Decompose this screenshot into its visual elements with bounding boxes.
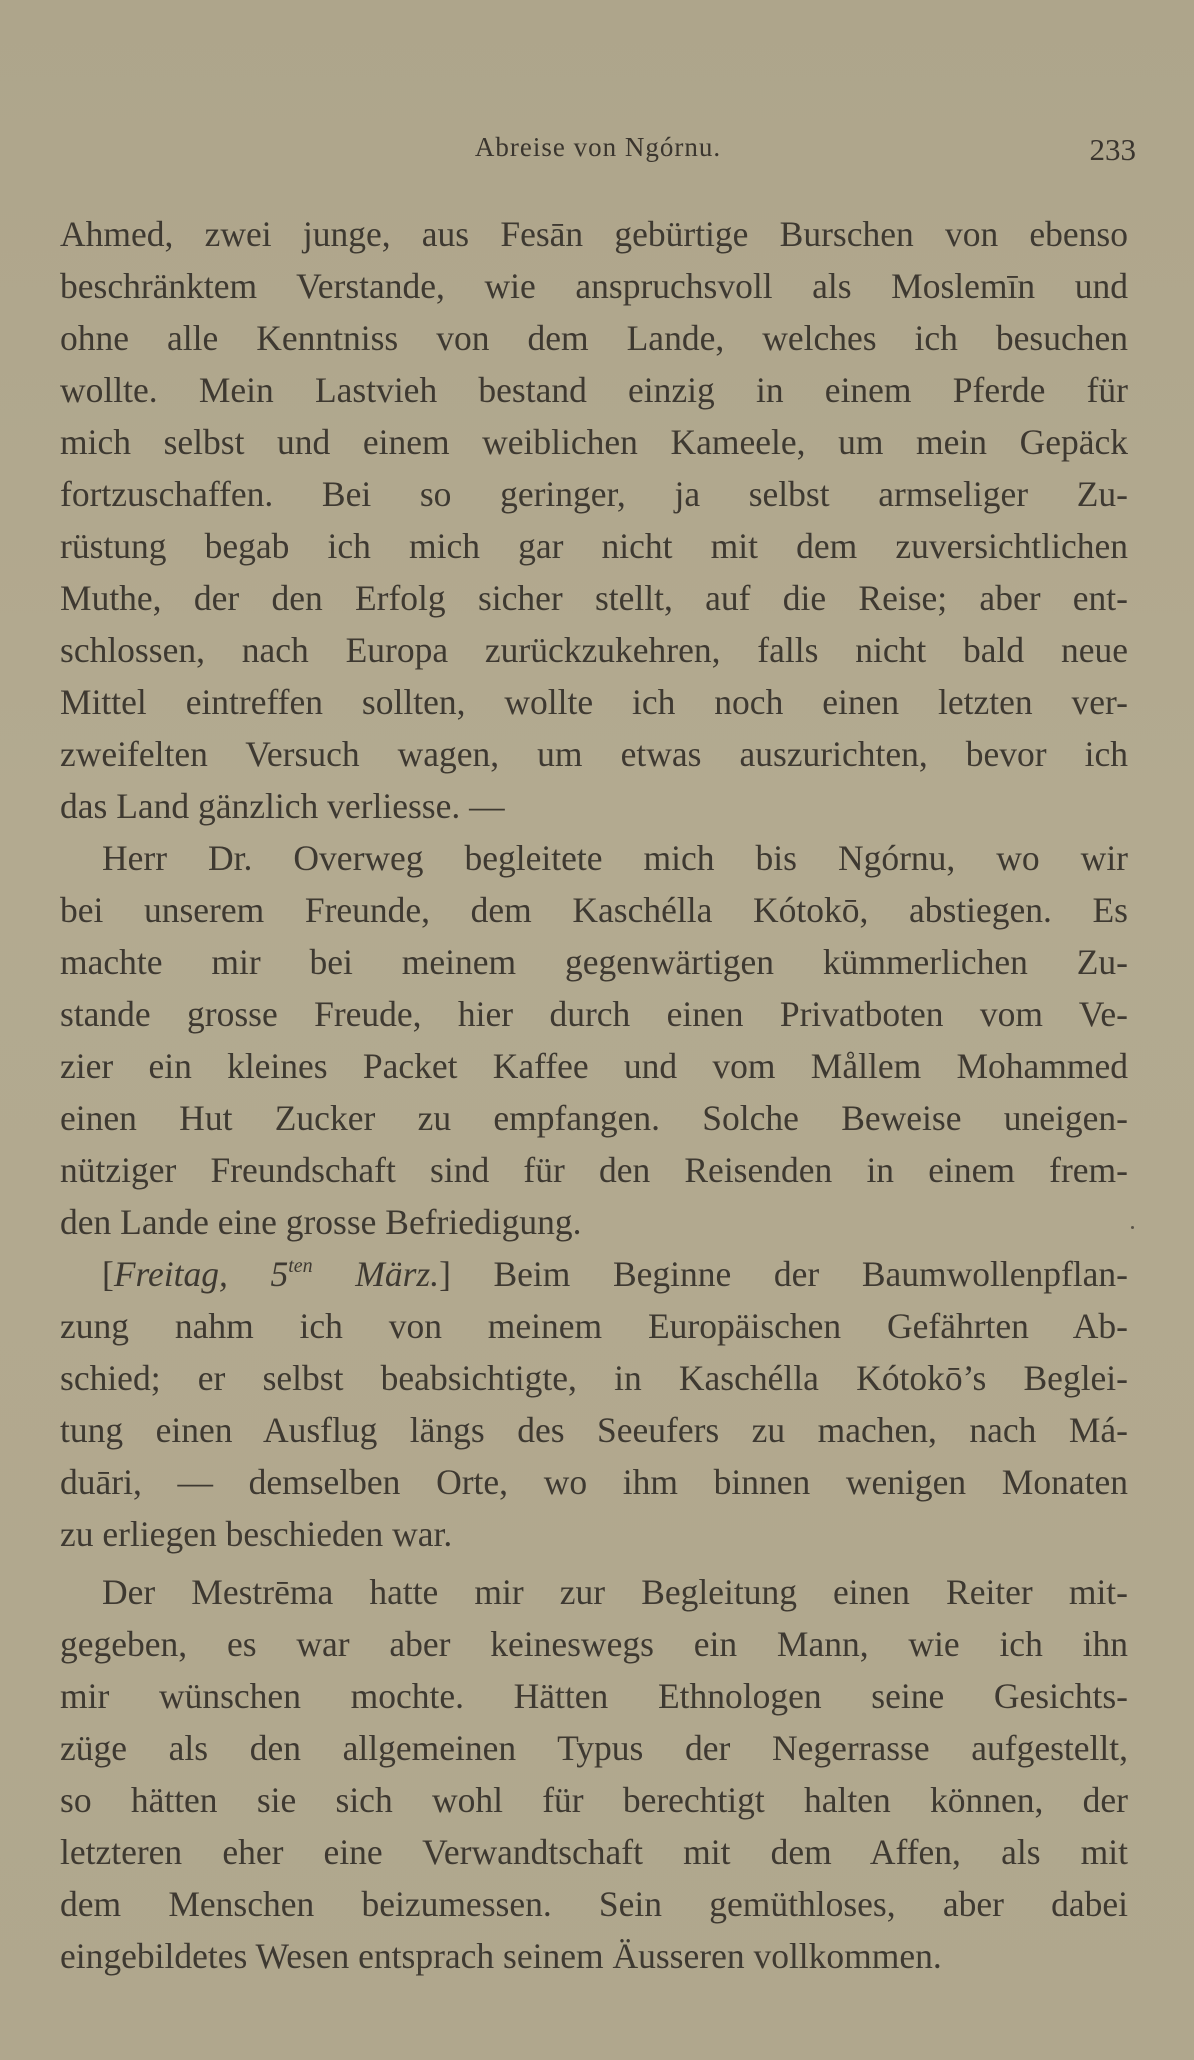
text-line: zweifelten Versuch wagen, um etwas auszurichten, bevor ich <box>60 734 1128 774</box>
paragraph-4 <box>60 1566 1128 1982</box>
text-line: mich selbst und einem weiblichen Kameele, um mein Gepäck <box>60 422 1128 462</box>
text-line: beschränktem Verstande, wie anspruchsvoll als Moslemīn und <box>60 266 1128 306</box>
text-line: Muthe, der den Erfolg sicher stellt, auf die Reise; aber ent- <box>60 578 1128 618</box>
date-line <box>60 1248 1128 1300</box>
text-line: so hätten sie sich wohl für berechtigt halten können, der <box>60 1780 1128 1820</box>
text-line: Herr Dr. Overweg begleitete mich bis Ngórnu, wo wir <box>102 838 1128 878</box>
text-line: ohne alle Kenntniss von dem Lande, welches ich besuchen <box>60 318 1128 358</box>
running-title: Abreise von Ngórnu. <box>474 132 722 162</box>
text-line: Mittel eintreffen sollten, wollte ich noch einen letzten ver- <box>60 682 1128 722</box>
text-line: züge als den allgemeinen Typus der Negerrasse aufgestellt, <box>60 1728 1128 1768</box>
text-line: rüstung begab ich mich gar nicht mit dem zuversichtlichen <box>60 526 1128 566</box>
date-bracket-open: [ <box>102 1254 114 1294</box>
running-head <box>60 132 1136 172</box>
text-line: Der Mestrēma hatte mir zur Begleitung einen Reiter mit- <box>102 1572 1128 1612</box>
text-line: eingebildetes Wesen entsprach seinem Äusseren vollkommen. <box>60 1936 942 1976</box>
paragraph-2 <box>60 832 1128 1248</box>
text-line: schlossen, nach Europa zurückzukehren, falls nicht bald neue <box>60 630 1128 670</box>
text-line: zier ein kleines Packet Kaffee und vom Mållem Mohammed <box>60 1046 1128 1086</box>
text-line: zung nahm ich von meinem Europäischen Gefährten Ab- <box>60 1306 1128 1346</box>
text-line: einen Hut Zucker zu empfangen. Solche Beweise uneigen- <box>60 1098 1128 1138</box>
body-text <box>60 208 1128 1982</box>
text-line: dem Menschen beizumessen. Sein gemüthloses, aber dabei <box>60 1884 1128 1924</box>
text-line: letzteren eher eine Verwandtschaft mit dem Affen, als mit <box>60 1832 1128 1872</box>
date-month: März. <box>355 1254 440 1294</box>
text-line: duāri, — demselben Orte, wo ihm binnen wenigen Monaten <box>60 1462 1128 1502</box>
text-line: wollte. Mein Lastvieh bestand einzig in einem Pferde für <box>60 370 1128 410</box>
text-line: den Lande eine grosse Befriedigung. <box>60 1202 582 1242</box>
page-number: 233 <box>1089 132 1136 167</box>
text-line: bei unserem Freunde, dem Kaschélla Kótokō, abstiegen. Es <box>60 890 1128 930</box>
paragraph-1 <box>60 208 1128 832</box>
text-line: stande grosse Freude, hier durch einen Privatboten vom Ve- <box>60 994 1128 1034</box>
text-line: Ahmed, zwei junge, aus Fesān gebürtige Burschen von ebenso <box>60 214 1128 254</box>
text-line: nütziger Freundschaft sind für den Reisenden in einem frem- <box>60 1150 1128 1190</box>
text-line: zu erliegen beschieden war. <box>60 1514 453 1554</box>
text-line: machte mir bei meinem gegenwärtigen kümmerlichen Zu- <box>60 942 1128 982</box>
text-line: tung einen Ausflug längs des Seeufers zu machen, nach Má- <box>60 1410 1128 1450</box>
text-line: mir wünschen mochte. Hätten Ethnologen seine Gesichts- <box>60 1676 1128 1716</box>
date-bracket-close: ] <box>439 1254 451 1294</box>
paragraph-3 <box>60 1248 1128 1560</box>
text-line: schied; er selbst beabsichtigte, in Kaschélla Kótokō’s Beglei- <box>60 1358 1128 1398</box>
text-line: gegeben, es war aber keineswegs ein Mann, wie ich ihn <box>60 1624 1128 1664</box>
text-line: das Land gänzlich verliesse. — <box>60 786 505 826</box>
date-number: 5 <box>270 1254 289 1294</box>
date-ordinal: ten <box>288 1255 313 1277</box>
text-line: fortzuschaffen. Bei so geringer, ja selbst armseliger Zu- <box>60 474 1128 514</box>
date-line-text: Beim Beginne der Baumwollenpflan- <box>493 1254 1128 1294</box>
paper-speck <box>1131 1226 1134 1229</box>
date-day: Freitag, <box>113 1254 228 1294</box>
